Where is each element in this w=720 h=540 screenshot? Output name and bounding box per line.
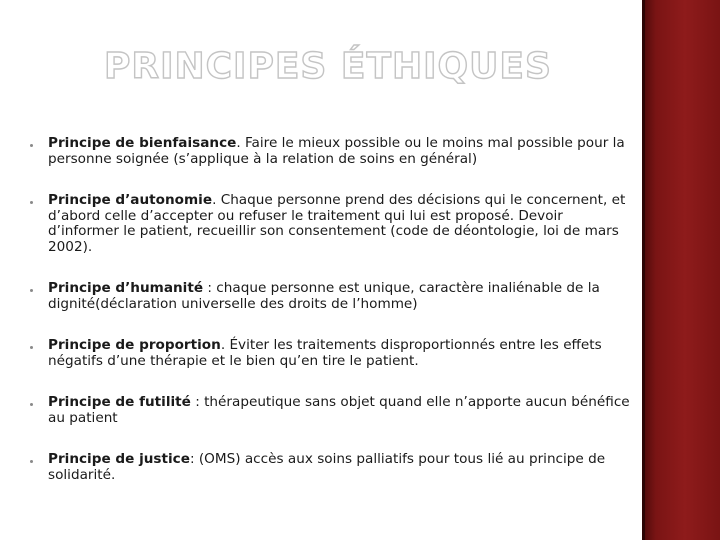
list-item-futilite (30, 395, 634, 426)
principle-description: : chaque personne est unique, caractère inaliénable de la dignité(déclaration universelle des droits de l’homme) (48, 280, 600, 312)
bullet-icon (30, 201, 33, 204)
principle-description: : thérapeutique sans objet quand elle n’apporte aucun bénéfice au patient (48, 394, 630, 426)
principle-description: . Chaque personne prend des décisions qui le concernent, et d’abord celle d’accepter ou refuser le traitement qui lui est proposé. Devoir d’informer le patient, recueillir son consentement (code de déontologie, loi de mars 2002). (48, 192, 626, 255)
principle-description: : (OMS) accès aux soins palliatifs pour tous lié au principe de solidarité. (48, 451, 606, 483)
slide-title: PRINCIPES ÉTHIQUES (104, 46, 552, 87)
list-item-proportion (30, 338, 634, 369)
list-item-humanite (30, 281, 634, 312)
principle-term: Principe de futilité (48, 394, 191, 410)
bullet-icon (30, 289, 33, 292)
bullet-icon (30, 144, 33, 147)
principle-term: Principe de justice (48, 451, 190, 467)
bullet-icon (30, 403, 33, 406)
bullet-icon (30, 346, 33, 349)
decorative-side-band (642, 0, 720, 540)
list-item-justice (30, 452, 634, 483)
list-item-autonomie (30, 193, 634, 255)
principle-term: Principe de bienfaisance (48, 135, 237, 151)
bullet-icon (30, 460, 33, 463)
principle-description: . Faire le mieux possible ou le moins mal possible pour la personne soignée (s’applique à la relation de soins en général) (48, 135, 625, 167)
principle-description: . Éviter les traitements disproportionnés entre les effets négatifs d’une thérapie et le bien qu’en tire le patient. (48, 337, 602, 369)
principle-term: Principe d’humanité (48, 280, 204, 296)
principle-term: Principe de proportion (48, 337, 221, 353)
principles-list (30, 136, 634, 509)
list-item-bienfaisance (30, 136, 634, 167)
principle-term: Principe d’autonomie (48, 192, 213, 208)
